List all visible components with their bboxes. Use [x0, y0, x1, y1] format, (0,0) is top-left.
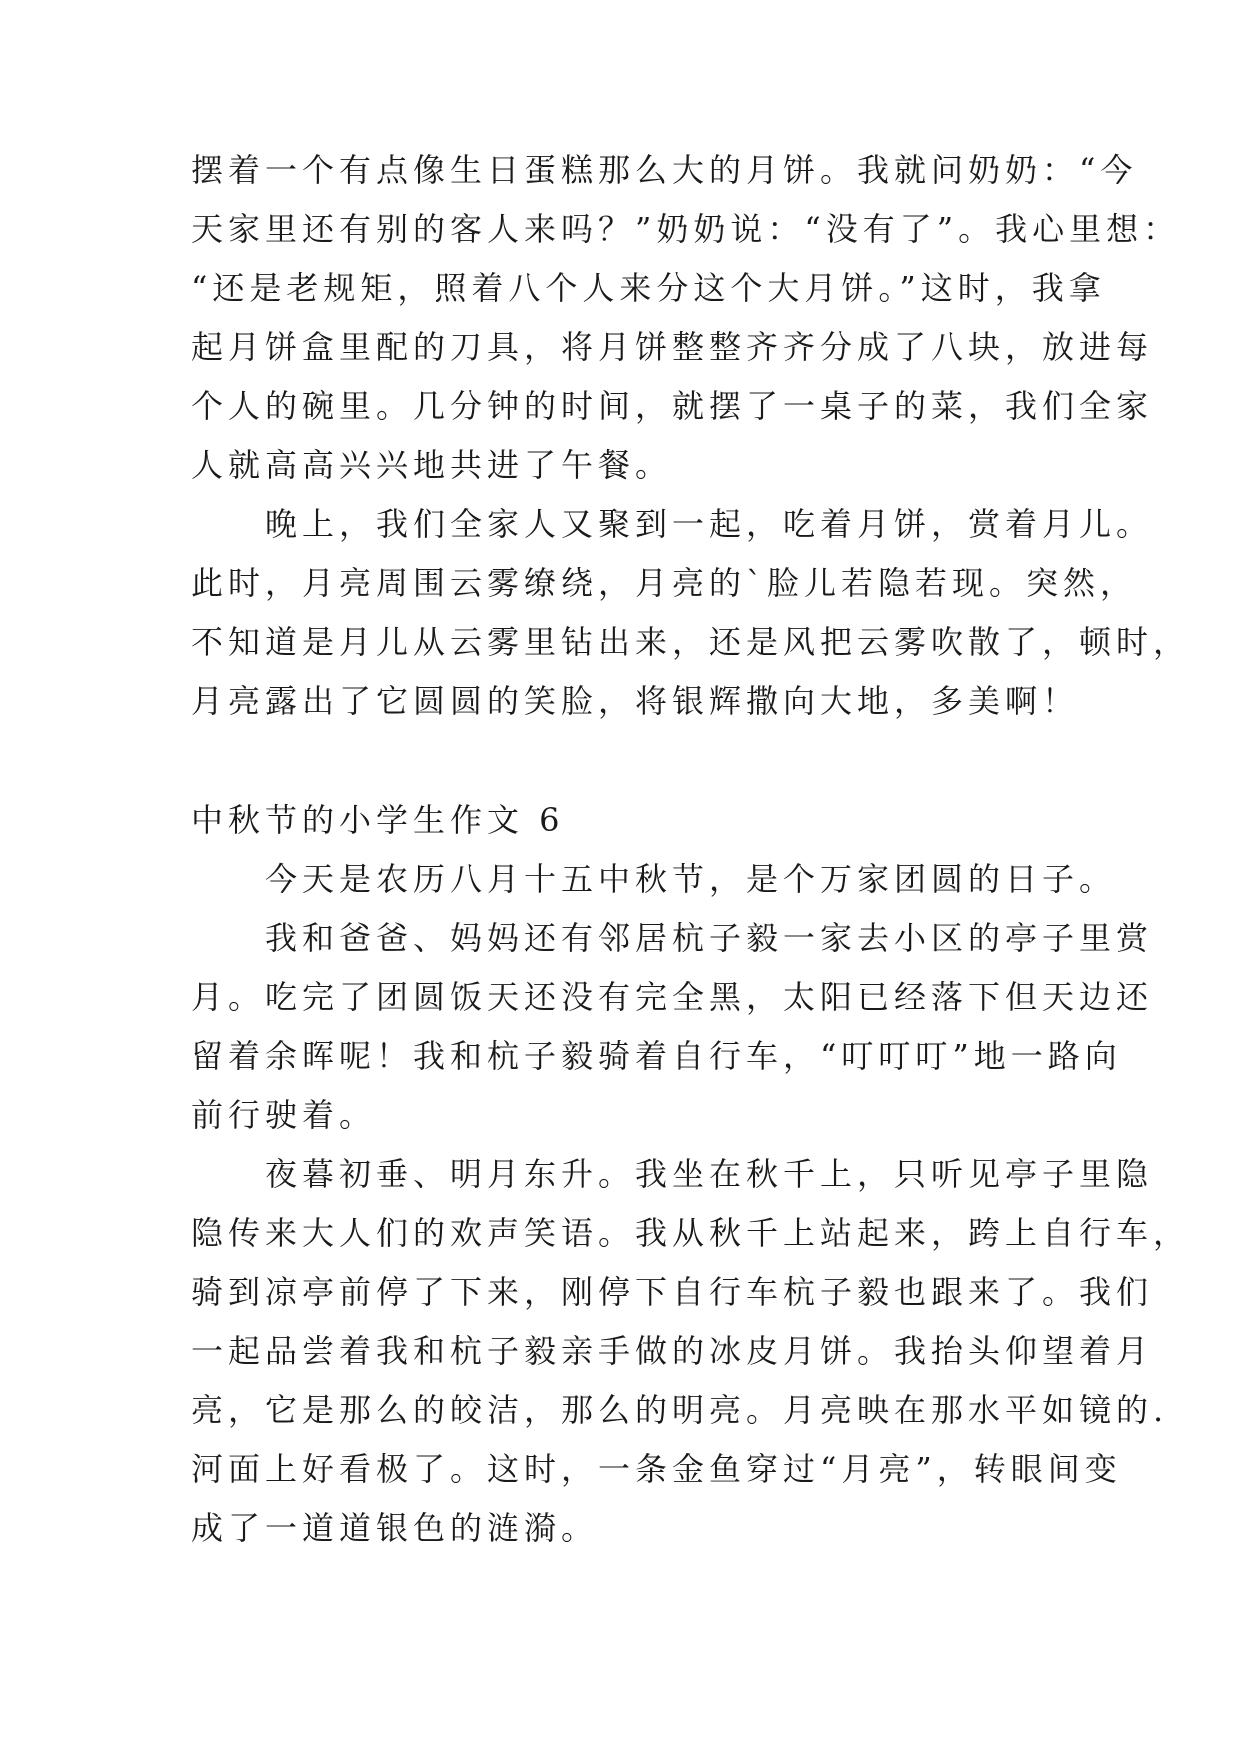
- text-line: 天家里还有别的客人来吗？”奶奶说：“没有了”。我心里想：: [191, 210, 1181, 248]
- text-line: 我和爸爸、妈妈还有邻居杭子毅一家去小区的亭子里赏: [191, 919, 1154, 957]
- text-line: 成了一道道银色的涟漪。: [191, 1509, 599, 1547]
- text-line: 人就高高兴兴地共进了午餐。: [191, 446, 673, 484]
- text-line: 骑到凉亭前停了下来，刚停下自行车杭子毅也跟来了。我们: [191, 1273, 1154, 1311]
- text-line: 亮，它是那么的皎洁，那么的明亮。月亮映在那水平如镜的.: [191, 1391, 1169, 1429]
- text-line: 今天是农历八月十五中秋节，是个万家团圆的日子。: [191, 860, 1117, 898]
- text-line: 留着余晖呢！我和杭子毅骑着自行车，“叮叮叮”地一路向: [191, 1037, 1122, 1075]
- text-line: 此时，月亮周围云雾缭绕，月亮的`脸儿若隐若现。突然，: [191, 564, 1138, 602]
- text-line: 个人的碗里。几分钟的时间，就摆了一桌子的菜，我们全家: [191, 387, 1154, 425]
- text-line: “还是老规矩，照着八个人来分这个大月饼。”这时，我拿: [191, 269, 1106, 307]
- text-line: 月。吃完了团圆饭天还没有完全黑，太阳已经落下但天边还: [191, 978, 1154, 1016]
- text-line: 不知道是月儿从云雾里钻出来，还是风把云雾吹散了，顿时，: [191, 623, 1191, 661]
- section-title: 中秋节的小学生作文 6: [191, 801, 565, 839]
- text-line: 摆着一个有点像生日蛋糕那么大的月饼。我就问奶奶：“今: [191, 151, 1138, 189]
- text-line: 月亮露出了它圆圆的笑脸，将银辉撒向大地，多美啊！: [191, 682, 1080, 720]
- text-line: 隐传来大人们的欢声笑语。我从秋千上站起来，跨上自行车，: [191, 1214, 1191, 1252]
- text-line: 晚上，我们全家人又聚到一起，吃着月饼，赏着月儿。: [191, 505, 1154, 543]
- text-line: 河面上好看极了。这时，一条金鱼穿过“月亮”，转眼间变: [191, 1450, 1122, 1488]
- text-line: 一起品尝着我和杭子毅亲手做的冰皮月饼。我抬头仰望着月: [191, 1332, 1154, 1370]
- text-line: 起月饼盒里配的刀具，将月饼整整齐齐分成了八块，放进每: [191, 328, 1154, 366]
- text-line: 前行驶着。: [191, 1096, 377, 1134]
- text-line: 夜暮初垂、明月东升。我坐在秋千上，只听见亭子里隐: [191, 1155, 1154, 1193]
